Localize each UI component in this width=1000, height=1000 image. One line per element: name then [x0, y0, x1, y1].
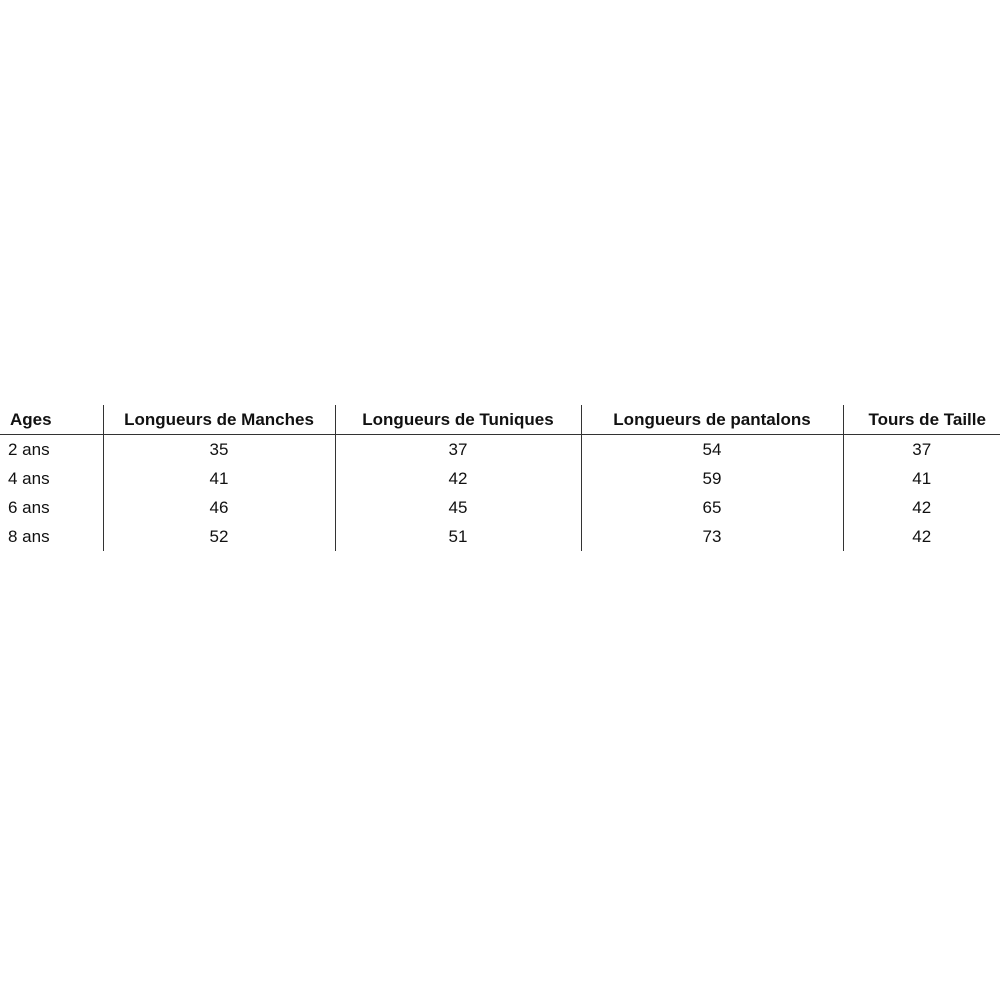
- cell-tunic-length: 42: [335, 464, 581, 493]
- header-ages: Ages: [0, 405, 103, 435]
- table-header-row: [0, 405, 1000, 435]
- cell-tunic-length: 51: [335, 522, 581, 551]
- header-pants-length: Longueurs de pantalons: [581, 405, 843, 435]
- table-row: [0, 435, 1000, 465]
- cell-pants-length: 54: [581, 435, 843, 465]
- cell-sleeve-length: 35: [103, 435, 335, 465]
- cell-tunic-length: 45: [335, 493, 581, 522]
- cell-pants-length: 73: [581, 522, 843, 551]
- table-row: [0, 522, 1000, 551]
- cell-waist: 42: [843, 493, 1000, 522]
- size-table: [0, 405, 1000, 551]
- header-sleeve-length: Longueurs de Manches: [103, 405, 335, 435]
- header-tunic-length: Longueurs de Tuniques: [335, 405, 581, 435]
- cell-age: 2 ans: [8, 440, 50, 459]
- table-row: [0, 464, 1000, 493]
- cell-pants-length: 59: [581, 464, 843, 493]
- cell-waist: 42: [843, 522, 1000, 551]
- cell-sleeve-length: 46: [103, 493, 335, 522]
- cell-tunic-length: 37: [335, 435, 581, 465]
- cell-waist: 41: [843, 464, 1000, 493]
- table-row: [0, 493, 1000, 522]
- cell-age: 6 ans: [8, 498, 50, 517]
- cell-waist: 37: [843, 435, 1000, 465]
- header-waist: Tours de Taille: [843, 405, 1000, 435]
- cell-pants-length: 65: [581, 493, 843, 522]
- cell-sleeve-length: 41: [103, 464, 335, 493]
- cell-sleeve-length: 52: [103, 522, 335, 551]
- cell-age: 4 ans: [8, 469, 50, 488]
- cell-age: 8 ans: [8, 527, 50, 546]
